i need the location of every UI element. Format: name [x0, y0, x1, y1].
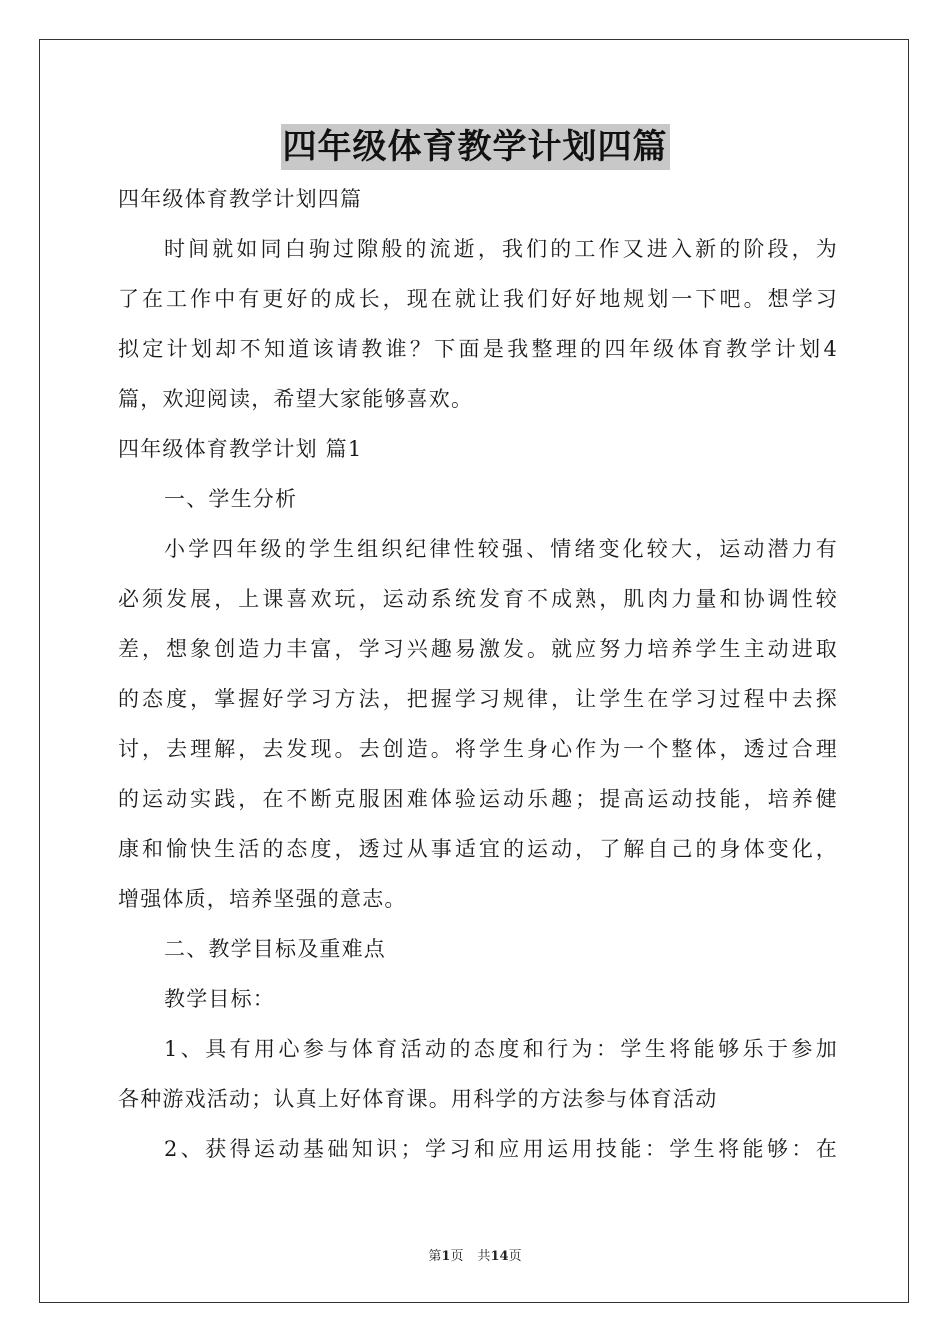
list-item-line: 各种游戏活动；认真上好体育课。用科学的方法参与体育活动 [118, 1087, 718, 1111]
paragraph-line: 差，想象创造力丰富，学习兴趣易激发。就应努力培养学生主动进取 [118, 637, 838, 661]
paragraph-line: 篇，欢迎阅读，希望大家能够喜欢。 [118, 387, 474, 411]
list-item-line: 2、获得运动基础知识；学习和应用运用技能：学生将能够：在 [164, 1137, 838, 1161]
page-number: 1 [441, 1249, 451, 1264]
paragraph-line: 必须发展，上课喜欢玩，运动系统发育不成熟，肌肉力量和协调性较 [118, 587, 838, 611]
subtitle-line: 四年级体育教学计划四篇 [118, 187, 363, 211]
paragraph-line: 小学四年级的学生组织纪律性较强、情绪变化较大，运动潜力有 [164, 537, 838, 561]
paragraph-line: 拟定计划却不知道该请教谁？下面是我整理的四年级体育教学计划4 [118, 337, 838, 361]
document-title: 四年级体育教学计划四篇 [281, 124, 670, 170]
paragraph-line: 的态度，掌握好学习方法，把握学习规律，让学生在学习过程中去探 [118, 687, 838, 711]
title-container [0, 124, 950, 170]
page-total: 14 [490, 1249, 509, 1264]
paragraph-line: 时间就如同白驹过隙般的流逝，我们的工作又进入新的阶段，为 [164, 237, 838, 261]
total-prefix: 共 [477, 1249, 491, 1264]
paragraph-line: 的运动实践，在不断克服困难体验运动乐趣；提高运动技能，培养健 [118, 787, 838, 811]
page-prefix: 第 [428, 1249, 442, 1264]
paragraph-line: 康和愉快生活的态度，透过从事适宜的运动，了解自己的身体变化， [118, 837, 838, 861]
subsection-heading: 一、学生分析 [164, 487, 298, 511]
paragraph-line: 讨，去理解，去发现。去创造。将学生身心作为一个整体，透过合理 [118, 737, 838, 761]
paragraph-line: 增强体质，培养坚强的意志。 [118, 887, 407, 911]
total-suffix: 页 [508, 1249, 522, 1264]
goals-label: 教学目标： [164, 987, 275, 1011]
page-footer [0, 1248, 950, 1266]
subsection-heading: 二、教学目标及重难点 [164, 937, 386, 961]
paragraph-line: 了在工作中有更好的成长，现在就让我们好好地规划一下吧。想学习 [118, 287, 838, 311]
section-heading: 四年级体育教学计划 篇1 [118, 437, 363, 461]
list-item-line: 1、具有用心参与体育活动的态度和行为：学生将能够乐于参加 [164, 1037, 838, 1061]
page-suffix: 页 [450, 1249, 464, 1264]
